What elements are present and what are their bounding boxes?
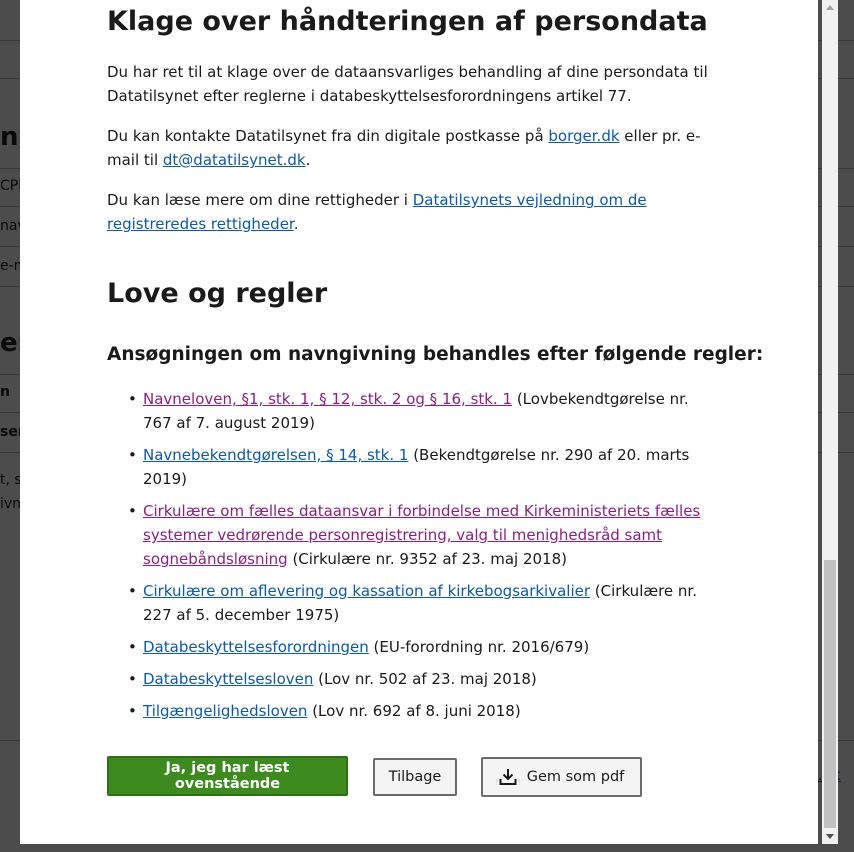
rule-note: (Bekendtgørelse nr. 290 af 20. marts 2019) — [143, 446, 690, 488]
bullet: • — [128, 502, 137, 520]
bullet: • — [128, 702, 137, 720]
rule-note: (Lov nr. 502 af 23. maj 2018) — [313, 670, 537, 688]
rights-text: Du kan læse mere om dine rettigheder i — [107, 191, 413, 209]
rule-note: (Cirkulære nr. 9352 af 23. maj 2018) — [287, 550, 567, 568]
bullet: • — [128, 446, 137, 464]
rule-link-cirkulaere-kirkebog[interactable]: Cirkulære om aflevering og kassation af kirkebogsarkivalier — [143, 582, 591, 600]
confirm-read-button[interactable]: Ja, jeg har læst ovenstående — [107, 756, 348, 796]
contact-text: eller pr. e-mail til — [107, 127, 701, 169]
list-item — [107, 699, 719, 723]
rights-text: . — [293, 215, 299, 233]
bullet: • — [128, 582, 137, 600]
save-pdf-label: Gem som pdf — [526, 769, 625, 785]
back-button[interactable]: Tilbage — [373, 758, 457, 796]
list-item — [107, 667, 719, 691]
list-item — [107, 499, 719, 571]
modal-actions — [107, 756, 719, 798]
heading-laws-rules: Love og regler — [107, 278, 328, 309]
scroll-thumb[interactable] — [824, 560, 836, 828]
paragraph-contact — [107, 124, 719, 172]
rule-link-navnebekendtgoerelsen[interactable]: Navnebekendtgørelsen, § 14, stk. 1 — [143, 446, 409, 464]
rule-note: (Lovbekendtgørelse nr. 767 af 7. august 2019) — [143, 390, 689, 432]
bullet: • — [128, 390, 137, 408]
subheading-rules-intro: Ansøgningen om navngivning behandles efter følgende regler: — [107, 344, 764, 365]
rule-note: (Lov nr. 692 af 8. juni 2018) — [307, 702, 521, 720]
contact-text: Du kan kontakte Datatilsynet fra din digitale postkasse på — [107, 127, 549, 145]
heading-data-complaint: Klage over håndteringen af persondata — [107, 6, 708, 37]
borger-dk-link[interactable]: borger.dk — [548, 127, 620, 145]
list-item — [107, 579, 719, 627]
bullet: • — [128, 670, 137, 688]
bullet: • — [128, 638, 137, 656]
modal-scrollbar[interactable] — [822, 0, 838, 844]
rule-link-tilgaengelighedsloven[interactable]: Tilgængelighedsloven — [143, 702, 308, 720]
rule-link-databeskyttelsesforordningen[interactable]: Databeskyttelsesforordningen — [143, 638, 369, 656]
scroll-up-arrow-icon[interactable] — [822, 0, 838, 14]
download-icon — [499, 768, 517, 786]
datatilsynet-email-link[interactable]: dt@datatilsynet.dk — [162, 151, 306, 169]
paragraph-complaint-right: Du har ret til at klage over de dataansvarliges behandling af dine persondata til Datatilsynet efter reglerne i databeskyttelsesforordningens artikel 77. — [107, 63, 708, 105]
rule-link-navneloven[interactable]: Navneloven, §1, stk. 1, § 12, stk. 2 og § 16, stk. 1 — [143, 390, 513, 408]
contact-text: . — [305, 151, 311, 169]
rule-note: (Cirkulære nr. 227 af 5. december 1975) — [143, 582, 697, 624]
rule-link-databeskyttelsesloven[interactable]: Databeskyttelsesloven — [143, 670, 314, 688]
rules-list — [107, 387, 719, 731]
consent-modal — [20, 0, 818, 844]
list-item — [107, 443, 719, 491]
paragraph-rights — [107, 188, 719, 236]
rule-note: (EU-forordning nr. 2016/679) — [368, 638, 590, 656]
rights-guide-link[interactable]: Datatilsynets vejledning om de registreredes rettigheder — [107, 191, 647, 233]
list-item — [107, 387, 719, 435]
save-pdf-button[interactable] — [481, 757, 642, 797]
scroll-down-arrow-icon[interactable] — [822, 830, 838, 844]
list-item — [107, 635, 719, 659]
rule-link-cirkulaere-dataansvar[interactable]: Cirkulære om fælles dataansvar i forbindelse med Kirkeministeriets fælles systemer vedrørende personregistrering, valg til menighedsråd samt sognebåndsløsning — [143, 502, 701, 568]
